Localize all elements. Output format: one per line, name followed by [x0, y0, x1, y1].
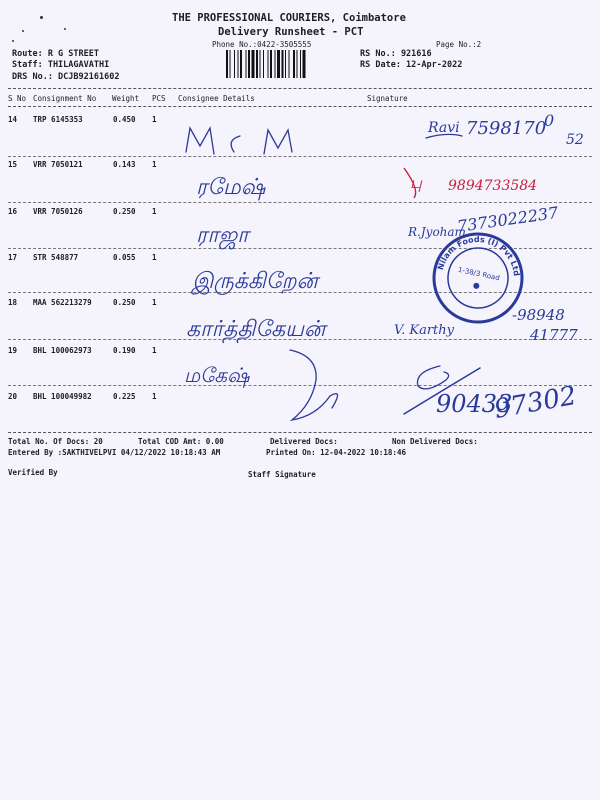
- row-consignment: BHL 100062973: [33, 346, 92, 355]
- col-sno: S No: [8, 94, 27, 103]
- hw-r16-sign: R.Jyoham: [408, 225, 466, 239]
- company-stamp: [426, 226, 530, 330]
- col-consignee: Consignee Details: [178, 94, 255, 103]
- page-number: Page No.:2: [436, 40, 482, 49]
- hw-r18-sign: V. Karthy: [394, 323, 454, 338]
- divider: [8, 88, 592, 89]
- row-weight: 0.055: [113, 253, 136, 262]
- handwriting-stroke: [426, 134, 462, 138]
- hw-r18-name: கார்த்திகேயன்: [186, 317, 326, 342]
- row-divider: [8, 248, 592, 249]
- handwriting-stroke: [231, 136, 240, 152]
- hw-r15-sign: பு: [410, 173, 422, 192]
- row-sno: 14: [8, 115, 18, 124]
- staff-signature: Staff Signature: [248, 470, 316, 479]
- hw-r20-phone-b: 97302: [492, 380, 579, 425]
- row-sno: 18: [8, 298, 18, 307]
- company-name: THE PROFESSIONAL COURIERS, Coimbatore: [172, 12, 406, 24]
- phone-number: Phone No.:0422-3505555: [212, 40, 312, 49]
- hw-r19-name: மகேஷ்: [184, 363, 250, 387]
- hw-r14-sign: Ravi: [428, 120, 460, 136]
- stamp-text: Nilam Foods (I) Pvt Ltd: [435, 234, 522, 277]
- row-pcs: 1: [152, 207, 157, 216]
- row-sno: 20: [8, 392, 18, 401]
- verified-by: Verified By: [8, 468, 58, 477]
- row-pcs: 1: [152, 253, 157, 262]
- hw-r14-phone-a: 7598170: [466, 118, 547, 139]
- hw-r14-phone-b: 0: [544, 111, 555, 130]
- rs-number: RS No.: 921616: [360, 49, 432, 59]
- handwriting-stroke: [264, 130, 292, 154]
- hw-r15-name: ரமேஷ்: [196, 175, 266, 200]
- col-consignment: Consignment No: [33, 94, 97, 103]
- staff-label: Staff: THILAGAVATHI: [12, 60, 110, 70]
- row-consignment: TRP 6145353: [33, 115, 83, 124]
- hw-r16-phone: 7373022237: [455, 202, 560, 236]
- row-sno: 16: [8, 207, 18, 216]
- speck-mark: [64, 28, 66, 30]
- speck-mark: [12, 40, 14, 42]
- total-cod: Total COD Amt: 0.00: [138, 437, 224, 446]
- printed-on: Printed On: 12-04-2022 10:18:46: [266, 448, 406, 457]
- row-divider: [8, 385, 592, 386]
- divider: [8, 106, 592, 107]
- row-divider: [8, 202, 592, 203]
- row-sno: 17: [8, 253, 18, 262]
- row-divider: [8, 339, 592, 340]
- delivered-docs: Delivered Docs:: [270, 437, 338, 446]
- row-pcs: 1: [152, 160, 157, 169]
- barcode: [226, 50, 348, 78]
- hw-r18-phone-a: -98948: [512, 306, 565, 324]
- speck-mark: [22, 30, 24, 32]
- handwriting-stroke: [404, 368, 480, 414]
- drs-number: DRS No.: DCJB92161602: [12, 72, 120, 82]
- col-weight: Weight: [112, 94, 140, 103]
- row-weight: 0.190: [113, 346, 136, 355]
- hw-r20-phone-a: 90433: [436, 390, 513, 418]
- row-consignment: VRR 7050121: [33, 160, 83, 169]
- route-label: Route: R G STREET: [12, 49, 99, 59]
- speck-mark: [40, 16, 43, 19]
- row-consignment: BHL 100049982: [33, 392, 92, 401]
- row-pcs: 1: [152, 392, 157, 401]
- hw-r15-phone: 9894733584: [448, 178, 538, 194]
- col-signature: Signature: [367, 94, 408, 103]
- handwriting-stroke: [404, 168, 416, 198]
- hw-r18-phone-b: 41777: [530, 326, 578, 344]
- non-delivered-docs: Non Delivered Docs:: [392, 437, 478, 446]
- row-consignment: MAA 562213279: [33, 298, 92, 307]
- row-divider: [8, 156, 592, 157]
- row-weight: 0.250: [113, 298, 136, 307]
- hw-r16-name: ராஜா: [196, 223, 249, 248]
- row-weight: 0.225: [113, 392, 136, 401]
- row-pcs: 1: [152, 115, 157, 124]
- row-weight: 0.143: [113, 160, 136, 169]
- stamp-inner-text: 1-38/3 Road: [457, 265, 501, 283]
- document-title: Delivery Runsheet - PCT: [218, 26, 364, 38]
- hw-r17-name: இருக்கிறேன்: [192, 269, 318, 294]
- row-consignment: VRR 7050126: [33, 207, 83, 216]
- col-pcs: PCS: [152, 94, 166, 103]
- hw-r14-name: M C M.: [186, 129, 284, 159]
- row-pcs: 1: [152, 346, 157, 355]
- svg-text:Nilam Foods (I) Pvt Ltd: [436, 227, 528, 287]
- row-weight: 0.450: [113, 115, 136, 124]
- total-docs: Total No. Of Docs: 20: [8, 437, 103, 446]
- row-weight: 0.250: [113, 207, 136, 216]
- divider: [8, 432, 592, 433]
- row-divider: [8, 292, 592, 293]
- row-pcs: 1: [152, 298, 157, 307]
- row-sno: 15: [8, 160, 18, 169]
- row-sno: 19: [8, 346, 18, 355]
- row-consignment: STR 548877: [33, 253, 79, 262]
- entered-by: Entered By :SAKTHIVELPVI 04/12/2022 10:18:43 AM: [8, 448, 221, 457]
- rs-date: RS Date: 12-Apr-2022: [360, 60, 463, 70]
- handwriting-stroke: [186, 128, 214, 154]
- hw-r14-phone-c: 52: [566, 132, 584, 148]
